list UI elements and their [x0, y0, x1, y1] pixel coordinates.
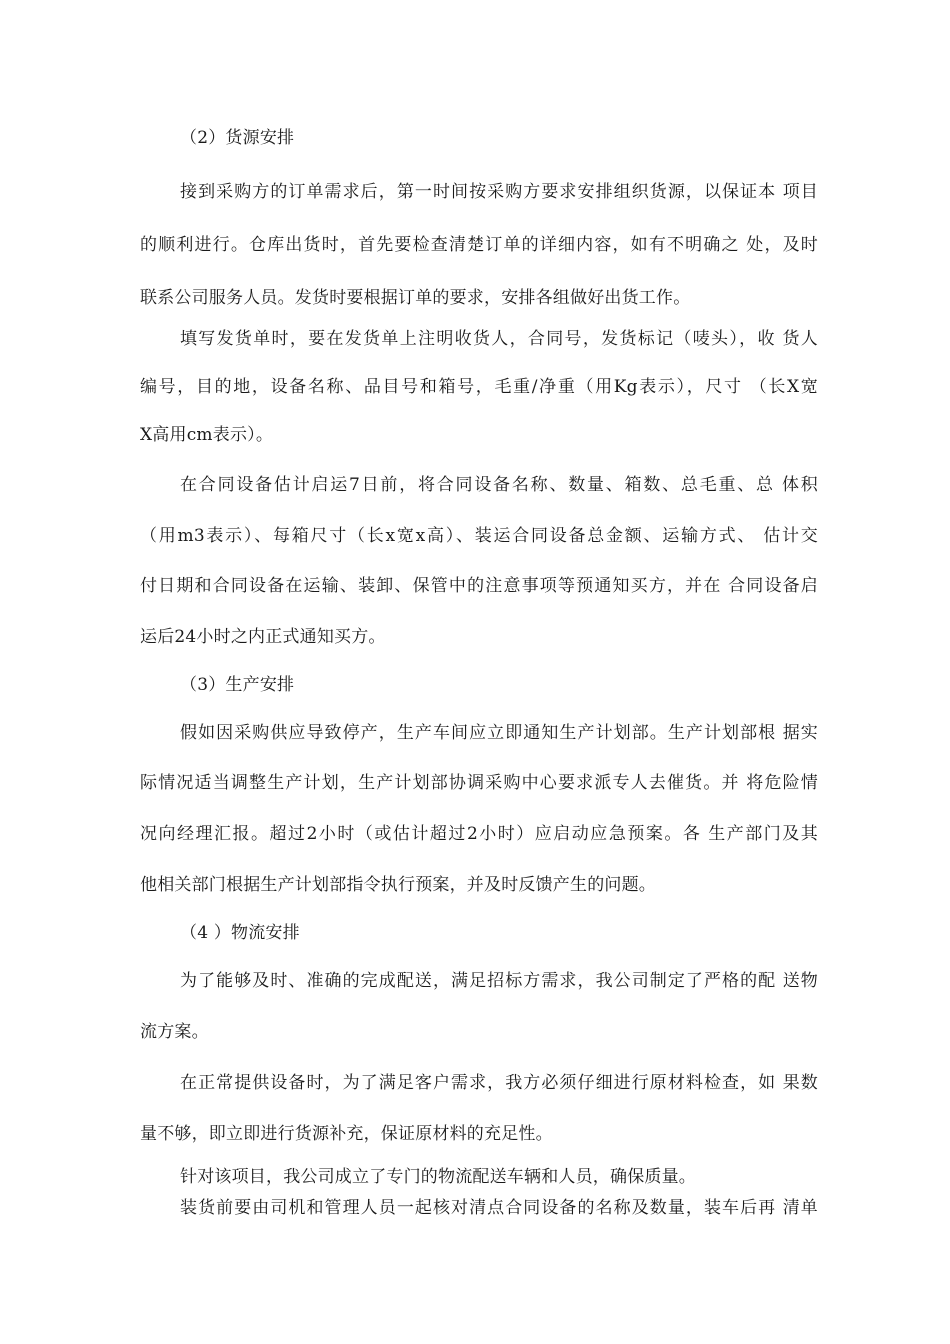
paragraph-line: （用m3表示）、每箱尺寸（长x宽x高）、装运合同设备总金额、运输方式、 估计交 [140, 526, 818, 546]
paragraph-line: 运后24小时之内正式通知买方。 [140, 627, 386, 647]
paragraph-line: X高用cm表示）。 [140, 425, 274, 445]
paragraph-line: 际情况适当调整生产计划，生产计划部协调采购中心要求派专人去催货。并 将危险情 [140, 773, 818, 793]
paragraph-line: 量不够，即立即进行货源补充，保证原材料的充足性。 [140, 1124, 553, 1144]
paragraph-line: 装货前要由司机和管理人员一起核对清点合同设备的名称及数量，装车后再 清单 [180, 1198, 818, 1218]
paragraph-line: 他相关部门根据生产计划部指令执行预案，并及时反馈产生的问题。 [140, 875, 656, 895]
paragraph-line: 的顺利进行。仓库出货时，首先要检查清楚订单的详细内容，如有不明确之 处，及时 [140, 235, 818, 255]
paragraph-line: 在合同设备估计启运7日前，将合同设备名称、数量、箱数、总毛重、总 体积 [180, 475, 818, 495]
paragraph-line: 针对该项目，我公司成立了专门的物流配送车辆和人员，确保质量。 [180, 1167, 696, 1187]
paragraph-line: 况向经理汇报。超过2小时（或估计超过2小时）应启动应急预案。各 生产部门及其 [140, 824, 818, 844]
paragraph-line: 联系公司服务人员。发货时要根据订单的要求，安排各组做好出货工作。 [140, 288, 691, 308]
paragraph-line: 流方案。 [140, 1022, 209, 1042]
section-heading-logistics: （4 ）物流安排 [180, 923, 300, 943]
paragraph-line: 编号，目的地，设备名称、品目号和箱号，毛重/净重（用Kg表示），尺寸 （长X宽 [140, 377, 818, 397]
paragraph-line: 为了能够及时、准确的完成配送，满足招标方需求，我公司制定了严格的配 送物 [180, 971, 818, 991]
paragraph-line: 付日期和合同设备在运输、装卸、保管中的注意事项等预通知买方，并在 合同设备启 [140, 576, 818, 596]
paragraph-line: 假如因采购供应导致停产，生产车间应立即通知生产计划部。生产计划部根 据实 [180, 723, 818, 743]
section-heading-production: （3）生产安排 [180, 675, 295, 695]
paragraph-line: 在正常提供设备时，为了满足客户需求，我方必须仔细进行原材料检查，如 果数 [180, 1073, 818, 1093]
section-heading-supply: （2）货源安排 [180, 128, 295, 148]
paragraph-line: 填写发货单时，要在发货单上注明收货人，合同号，发货标记（唛头），收 货人 [180, 329, 818, 349]
paragraph-line: 接到采购方的订单需求后，第一时间按采购方要求安排组织货源，以保证本 项目 [180, 182, 818, 202]
